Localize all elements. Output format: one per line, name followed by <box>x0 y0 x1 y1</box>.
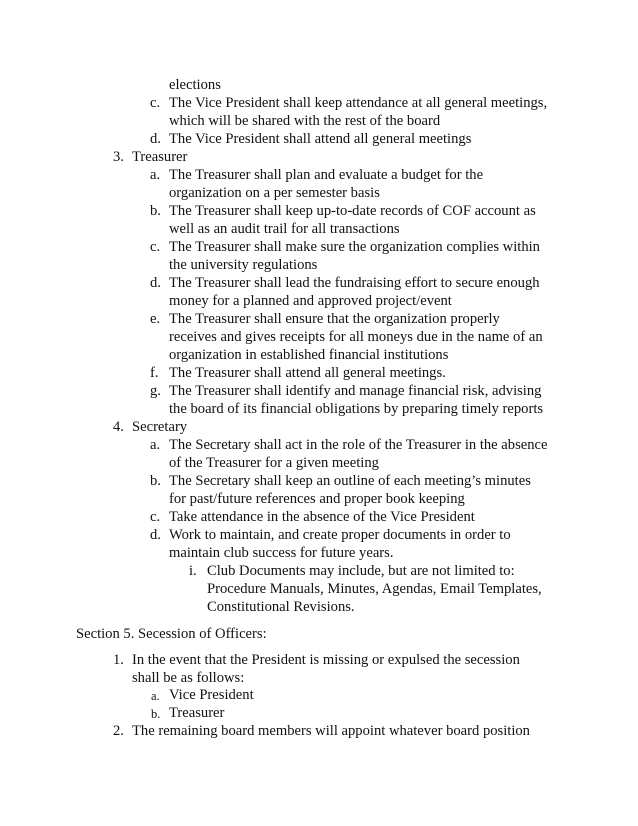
treasurer-item-e-letter: e. <box>150 311 161 327</box>
treasurer-item-g-letter: g. <box>150 383 161 399</box>
section5-sub-b-text: Treasurer <box>169 705 225 721</box>
secretary-item-b-letter: b. <box>150 473 161 489</box>
vp-item-c-line-1: The Vice President shall keep attendance at all general meetings, <box>169 95 548 111</box>
treasurer-item-e-line-2: receives and gives receipts for all moneys due in the name of an <box>169 329 543 345</box>
treasurer-item-d-line-2: money for a planned and approved project/event <box>169 293 452 309</box>
treasurer-item-f-letter: f. <box>150 365 159 381</box>
vp-item-c-line-2: which will be shared with the rest of the board <box>169 113 441 129</box>
treasurer-item-b-line-1: The Treasurer shall keep up-to-date records of COF account as <box>169 203 536 219</box>
treasurer-item-g-line-1: The Treasurer shall identify and manage financial risk, advising <box>169 383 542 399</box>
secretary-item-a-letter: a. <box>150 437 161 453</box>
secretary-item-b-line-2: for past/future references and proper book keeping <box>169 491 465 507</box>
section5-item-1-line-1: In the event that the President is missing or expulsed the secession <box>132 652 520 668</box>
treasurer-heading: Treasurer <box>132 149 188 165</box>
treasurer-number: 3. <box>113 149 124 165</box>
section5-sub-a-letter: a. <box>151 689 160 703</box>
treasurer-item-g-line-2: the board of its financial obligations by preparing timely reports <box>169 401 544 417</box>
treasurer-item-f-line-1: The Treasurer shall attend all general meetings. <box>169 365 446 381</box>
treasurer-item-a-line-1: The Treasurer shall plan and evaluate a budget for the <box>169 167 484 183</box>
section5-item-1-number: 1. <box>113 652 124 668</box>
treasurer-item-a-letter: a. <box>150 167 161 183</box>
vp-item-c-letter: c. <box>150 95 161 111</box>
secretary-heading: Secretary <box>132 419 188 435</box>
treasurer-item-d-letter: d. <box>150 275 161 291</box>
section5-sub-a-text: Vice President <box>169 687 254 703</box>
treasurer-item-c-line-2: the university regulations <box>169 257 318 273</box>
section-5-heading: Section 5. Secession of Officers: <box>76 626 267 642</box>
vp-item-d-letter: d. <box>150 131 161 147</box>
treasurer-item-d-line-1: The Treasurer shall lead the fundraising effort to secure enough <box>169 275 540 291</box>
secretary-subitem-line-2: Procedure Manuals, Minutes, Agendas, Email Templates, <box>207 581 542 597</box>
treasurer-item-c-letter: c. <box>150 239 161 255</box>
secretary-subitem-line-1: Club Documents may include, but are not limited to: <box>207 563 515 579</box>
secretary-subitem-numeral: i. <box>189 563 197 579</box>
secretary-item-b-line-1: The Secretary shall keep an outline of each meeting’s minutes <box>169 473 531 489</box>
secretary-item-d-letter: d. <box>150 527 161 543</box>
treasurer-item-b-letter: b. <box>150 203 161 219</box>
secretary-item-c-letter: c. <box>150 509 161 525</box>
section5-sub-b-letter: b. <box>151 707 161 721</box>
secretary-number: 4. <box>113 419 124 435</box>
treasurer-item-e-line-3: organization in established financial institutions <box>169 347 449 363</box>
secretary-item-a-line-2: of the Treasurer for a given meeting <box>169 455 379 471</box>
treasurer-item-b-line-2: well as an audit trail for all transactions <box>169 221 400 237</box>
treasurer-item-e-line-1: The Treasurer shall ensure that the organization properly <box>169 311 500 327</box>
section5-item-2-line-1: The remaining board members will appoint whatever board position <box>132 723 530 739</box>
secretary-item-d-line-1: Work to maintain, and create proper documents in order to <box>169 527 511 543</box>
secretary-subitem-line-3: Constitutional Revisions. <box>207 599 355 615</box>
officer2-tail-line: elections <box>169 77 221 93</box>
section5-item-2-number: 2. <box>113 723 124 739</box>
section5-item-1-line-2: shall be as follows: <box>132 670 245 686</box>
secretary-item-c-line-1: Take attendance in the absence of the Vice President <box>169 509 475 525</box>
secretary-item-d-line-2: maintain club success for future years. <box>169 545 394 561</box>
vp-item-d-line-1: The Vice President shall attend all general meetings <box>169 131 472 147</box>
treasurer-item-c-line-1: The Treasurer shall make sure the organization complies within <box>169 239 540 255</box>
secretary-item-a-line-1: The Secretary shall act in the role of the Treasurer in the absence <box>169 437 548 453</box>
treasurer-item-a-line-2: organization on a per semester basis <box>169 185 380 201</box>
